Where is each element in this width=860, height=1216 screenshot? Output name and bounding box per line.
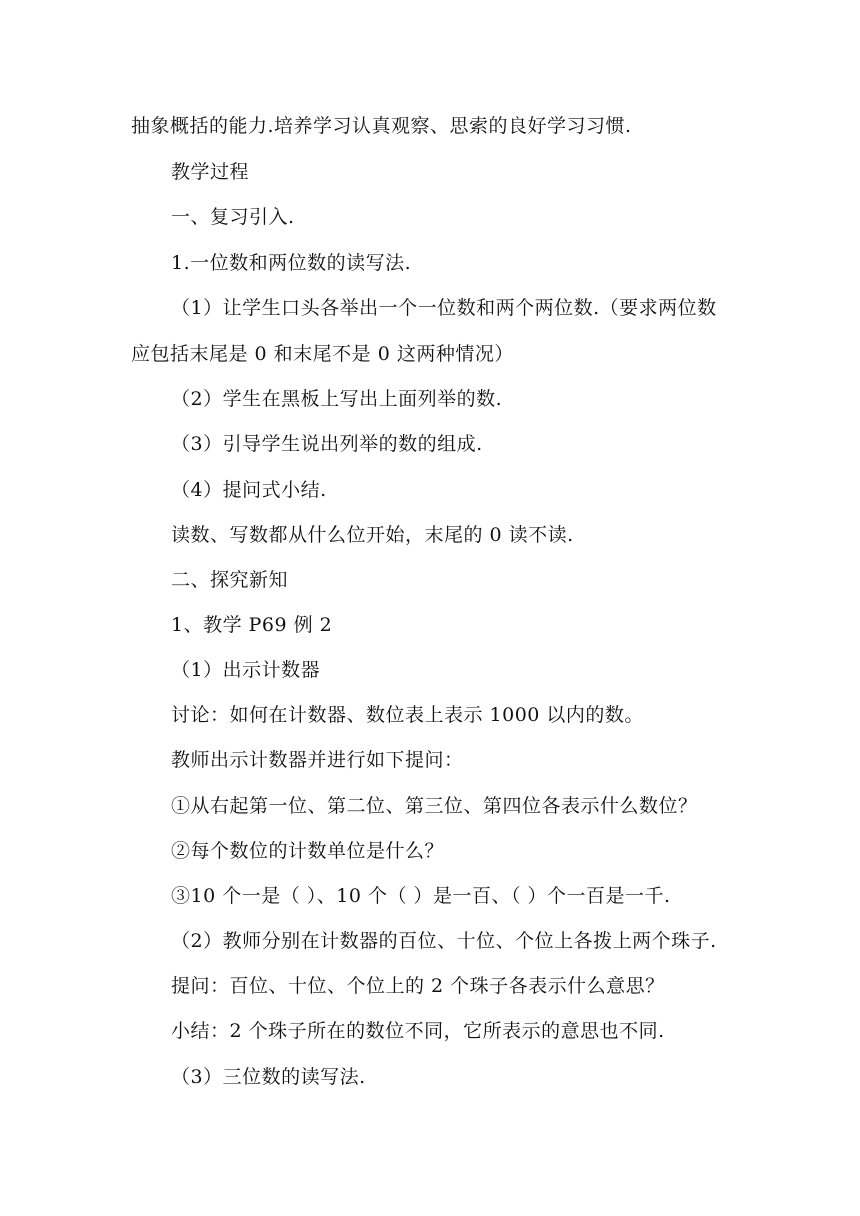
question-line: ①从右起第一位、第二位、第三位、第四位各表示什么数位？ xyxy=(171,795,698,817)
paragraph-line: 小结：2 个珠子所在的数位不同，它所表示的意思也不同. xyxy=(171,1020,665,1042)
subheading-reading-writing: 1.一位数和两位数的读写法. xyxy=(171,252,412,274)
paragraph-line: （2）学生在黑板上写出上面列举的数. xyxy=(171,388,503,410)
question-line: ②每个数位的计数单位是什么？ xyxy=(171,840,445,862)
paragraph-line: 抽象概括的能力.培养学习认真观察、思索的良好学习习惯. xyxy=(131,115,632,137)
paragraph-line: （3）引导学生说出列举的数的组成. xyxy=(171,433,483,455)
paragraph-line: （1）让学生口头各举出一个一位数和两个两位数.（要求两位数 xyxy=(171,297,717,319)
question-line: ③10 个一是（ ）、10 个（ ）是一百、（ ）个一百是一千. xyxy=(171,885,671,907)
paragraph-line: （2）教师分别在计数器的百位、十位、个位上各拨上两个珠子. xyxy=(171,930,717,952)
section-heading-teaching-process: 教学过程 xyxy=(171,161,250,183)
paragraph-line: （3）三位数的读写法. xyxy=(171,1066,366,1088)
paragraph-line: 应包括末尾是 0 和末尾不是 0 这两种情况） xyxy=(131,343,514,365)
paragraph-line: （1）出示计数器 xyxy=(171,659,321,681)
paragraph-line: 教师出示计数器并进行如下提问： xyxy=(171,749,464,771)
section-heading-explore: 二、探究新知 xyxy=(171,569,289,591)
subheading-example: 1、教学 P69 例 2 xyxy=(171,614,333,636)
paragraph-line: 读数、写数都从什么位开始，末尾的 0 读不读. xyxy=(171,524,574,546)
paragraph-line: 提问：百位、十位、个位上的 2 个珠子各表示什么意思？ xyxy=(171,975,665,997)
paragraph-line: （4）提问式小结. xyxy=(171,479,327,501)
section-heading-review: 一、复习引入. xyxy=(171,206,295,228)
paragraph-line: 讨论：如何在计数器、数位表上表示 1000 以内的数。 xyxy=(171,704,644,726)
